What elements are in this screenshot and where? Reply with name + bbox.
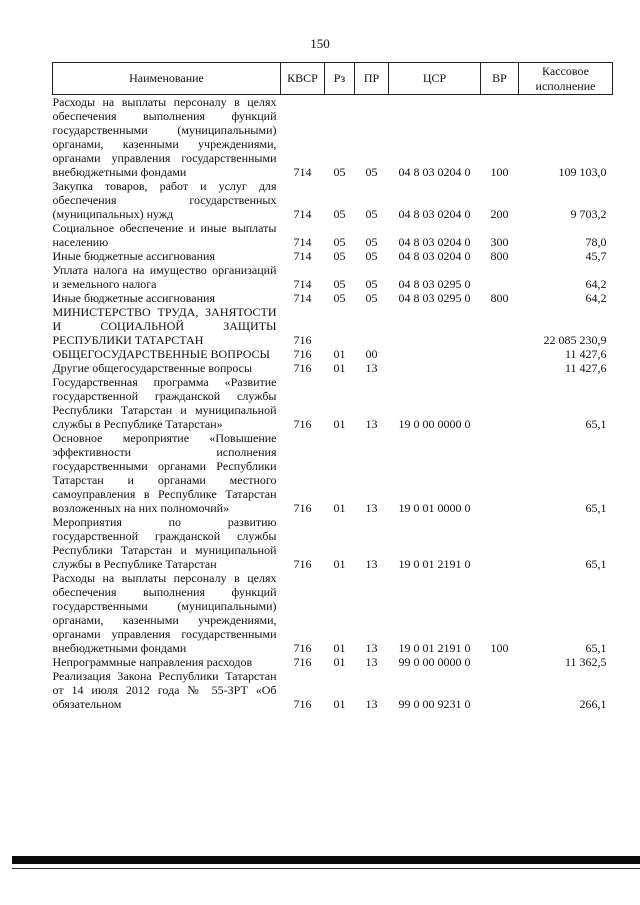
row-pr: 00 xyxy=(365,347,378,361)
row-kvsr: 714 xyxy=(293,207,312,221)
row-vr xyxy=(481,515,519,571)
row-amount: 266,1 xyxy=(579,697,607,711)
row-vr xyxy=(481,305,519,347)
row-name: Уплата налога на имущество организаций и земельного налога xyxy=(52,263,277,291)
scan-bottom-edge xyxy=(12,856,640,864)
row-name: Мероприятия по развитию государственной гражданской службы Республики Татарстан и муниципальной службы в Республике Татарстан xyxy=(52,515,277,571)
table-row xyxy=(53,361,613,375)
row-rz: 01 xyxy=(333,697,346,711)
row-rz: 01 xyxy=(333,347,346,361)
row-pr: 13 xyxy=(365,655,378,669)
row-rz: 05 xyxy=(333,207,346,221)
row-kvsr: 716 xyxy=(293,333,312,347)
row-kvsr: 716 xyxy=(293,641,312,655)
row-pr: 13 xyxy=(365,501,378,515)
table-row xyxy=(53,221,613,249)
row-pr: 13 xyxy=(365,361,378,375)
row-pr: 13 xyxy=(365,557,378,571)
row-pr: 13 xyxy=(365,417,378,431)
row-pr: 05 xyxy=(365,207,378,221)
table-row xyxy=(53,571,613,655)
table-row xyxy=(53,305,613,347)
row-pr: 13 xyxy=(365,697,378,711)
row-name: Социальное обеспечение и иные выплаты населению xyxy=(52,221,277,249)
row-amount: 11 427,6 xyxy=(564,361,607,375)
row-rz: 01 xyxy=(333,417,346,431)
row-name: Расходы на выплаты персоналу в целях обеспечения выполнения функций государственными (муниципальными) органами, казенными учреждениями, органами управления государственными внебюджетными фондами xyxy=(52,95,277,179)
page-number: 150 xyxy=(310,36,330,51)
row-csr: 99 0 00 0000 0 xyxy=(398,655,471,669)
row-vr xyxy=(481,263,519,291)
table-row xyxy=(53,669,613,711)
row-amount: 45,7 xyxy=(585,249,607,263)
row-vr xyxy=(481,347,519,361)
row-amount: 9 703,2 xyxy=(570,207,607,221)
row-vr: 200 xyxy=(490,207,509,221)
table-row xyxy=(53,655,613,669)
row-kvsr: 716 xyxy=(293,697,312,711)
header-name: Наименование xyxy=(53,63,281,95)
header-kvsr: КВСР xyxy=(281,63,325,95)
row-vr xyxy=(481,655,519,669)
row-csr: 19 0 00 0000 0 xyxy=(398,417,471,431)
row-kvsr: 714 xyxy=(293,277,312,291)
row-kvsr: 716 xyxy=(293,417,312,431)
row-name: Основное мероприятие «Повышение эффективности исполнения государственными органами Республики Татарстан и органами местного самоуправления в Республике Татарстан возложенных на них полномочий» xyxy=(52,431,277,515)
row-kvsr: 716 xyxy=(293,347,312,361)
row-vr: 800 xyxy=(490,291,509,305)
row-rz: 05 xyxy=(333,277,346,291)
row-csr xyxy=(389,361,481,375)
row-kvsr: 716 xyxy=(293,361,312,375)
row-amount: 65,1 xyxy=(585,501,607,515)
header-amount: Кассовое исполнение xyxy=(519,63,613,95)
row-csr: 04 8 03 0204 0 xyxy=(398,165,471,179)
row-rz: 05 xyxy=(333,165,346,179)
header-csr: ЦСР xyxy=(389,63,481,95)
row-amount: 65,1 xyxy=(585,557,607,571)
row-name: Непрограммные направления расходов xyxy=(52,655,253,669)
table-row xyxy=(53,291,613,305)
row-name: Расходы на выплаты персоналу в целях обеспечения выполнения функций государственными (муниципальными) органами, казенными учреждениями, органами управления государственными внебюджетными фондами xyxy=(52,571,277,655)
header-rz: Рз xyxy=(325,63,355,95)
row-pr: 13 xyxy=(365,641,378,655)
row-pr: 05 xyxy=(365,165,378,179)
row-kvsr: 714 xyxy=(293,235,312,249)
row-rz: 01 xyxy=(333,557,346,571)
row-kvsr: 714 xyxy=(293,249,312,263)
row-pr: 05 xyxy=(365,235,378,249)
row-vr xyxy=(481,669,519,711)
row-kvsr: 714 xyxy=(293,291,312,305)
table-row xyxy=(53,249,613,263)
row-csr: 04 8 03 0204 0 xyxy=(398,207,471,221)
row-rz: 05 xyxy=(333,249,346,263)
budget-execution-table xyxy=(52,62,613,711)
row-csr: 04 8 03 0204 0 xyxy=(398,249,471,263)
row-rz: 05 xyxy=(333,235,346,249)
row-name: Государственная программа «Развитие государственной гражданской службы Республики Татарстан и муниципальной службы в Республике Татарстан» xyxy=(52,375,277,431)
row-vr xyxy=(481,361,519,375)
row-name: ОБЩЕГОСУДАРСТВЕННЫЕ ВОПРОСЫ xyxy=(52,347,270,361)
row-pr: 05 xyxy=(365,249,378,263)
row-amount: 65,1 xyxy=(585,641,607,655)
row-amount: 65,1 xyxy=(585,417,607,431)
row-csr xyxy=(389,347,481,361)
row-amount: 22 085 230,9 xyxy=(543,333,607,347)
row-csr xyxy=(389,305,481,347)
table-header xyxy=(53,63,613,95)
row-vr xyxy=(481,375,519,431)
row-name: Иные бюджетные ассигнования xyxy=(52,249,215,263)
table-row xyxy=(53,179,613,221)
row-vr: 300 xyxy=(490,235,509,249)
row-csr: 04 8 03 0204 0 xyxy=(398,235,471,249)
row-vr: 100 xyxy=(490,641,509,655)
row-vr: 800 xyxy=(490,249,509,263)
row-csr: 19 0 01 2191 0 xyxy=(398,641,471,655)
row-name: Другие общегосударственные вопросы xyxy=(52,361,253,375)
table-row xyxy=(53,515,613,571)
row-rz: 01 xyxy=(333,501,346,515)
scan-bottom-rule xyxy=(12,868,640,869)
row-pr: 05 xyxy=(365,291,378,305)
row-kvsr: 714 xyxy=(293,165,312,179)
row-amount: 109 103,0 xyxy=(558,165,607,179)
row-amount: 78,0 xyxy=(585,235,607,249)
row-name: Реализация Закона Республики Татарстан от 14 июля 2012 года № 55-ЗРТ «Об обязательном xyxy=(52,669,277,711)
row-name: Закупка товаров, работ и услуг для обеспечения государственных (муниципальных) нужд xyxy=(52,179,277,221)
row-csr: 04 8 03 0295 0 xyxy=(398,277,471,291)
row-rz: 01 xyxy=(333,655,346,669)
table-row xyxy=(53,347,613,361)
table-row xyxy=(53,375,613,431)
row-csr: 19 0 01 0000 0 xyxy=(398,501,471,515)
header-pr: ПР xyxy=(355,63,389,95)
row-csr: 19 0 01 2191 0 xyxy=(398,557,471,571)
row-amount: 64,2 xyxy=(585,277,607,291)
table-row xyxy=(53,95,613,180)
row-pr: 05 xyxy=(365,277,378,291)
row-rz: 01 xyxy=(333,361,346,375)
row-amount: 64,2 xyxy=(585,291,607,305)
row-kvsr: 716 xyxy=(293,557,312,571)
row-amount: 11 427,6 xyxy=(564,347,607,361)
row-csr: 99 0 00 9231 0 xyxy=(398,697,471,711)
header-vr: ВР xyxy=(481,63,519,95)
table-row xyxy=(53,263,613,291)
row-amount: 11 362,5 xyxy=(564,655,607,669)
row-name: Иные бюджетные ассигнования xyxy=(52,291,215,305)
row-vr xyxy=(481,431,519,515)
row-vr: 100 xyxy=(490,165,509,179)
row-pr xyxy=(355,305,389,347)
row-kvsr: 716 xyxy=(293,501,312,515)
row-csr: 04 8 03 0295 0 xyxy=(398,291,471,305)
row-rz: 01 xyxy=(333,641,346,655)
row-rz: 05 xyxy=(333,291,346,305)
row-name: МИНИСТЕРСТВО ТРУДА, ЗАНЯТОСТИ И СОЦИАЛЬНОЙ ЗАЩИТЫ РЕСПУБЛИКИ ТАТАРСТАН xyxy=(52,305,277,347)
table-row xyxy=(53,431,613,515)
row-rz xyxy=(325,305,355,347)
row-kvsr: 716 xyxy=(293,655,312,669)
